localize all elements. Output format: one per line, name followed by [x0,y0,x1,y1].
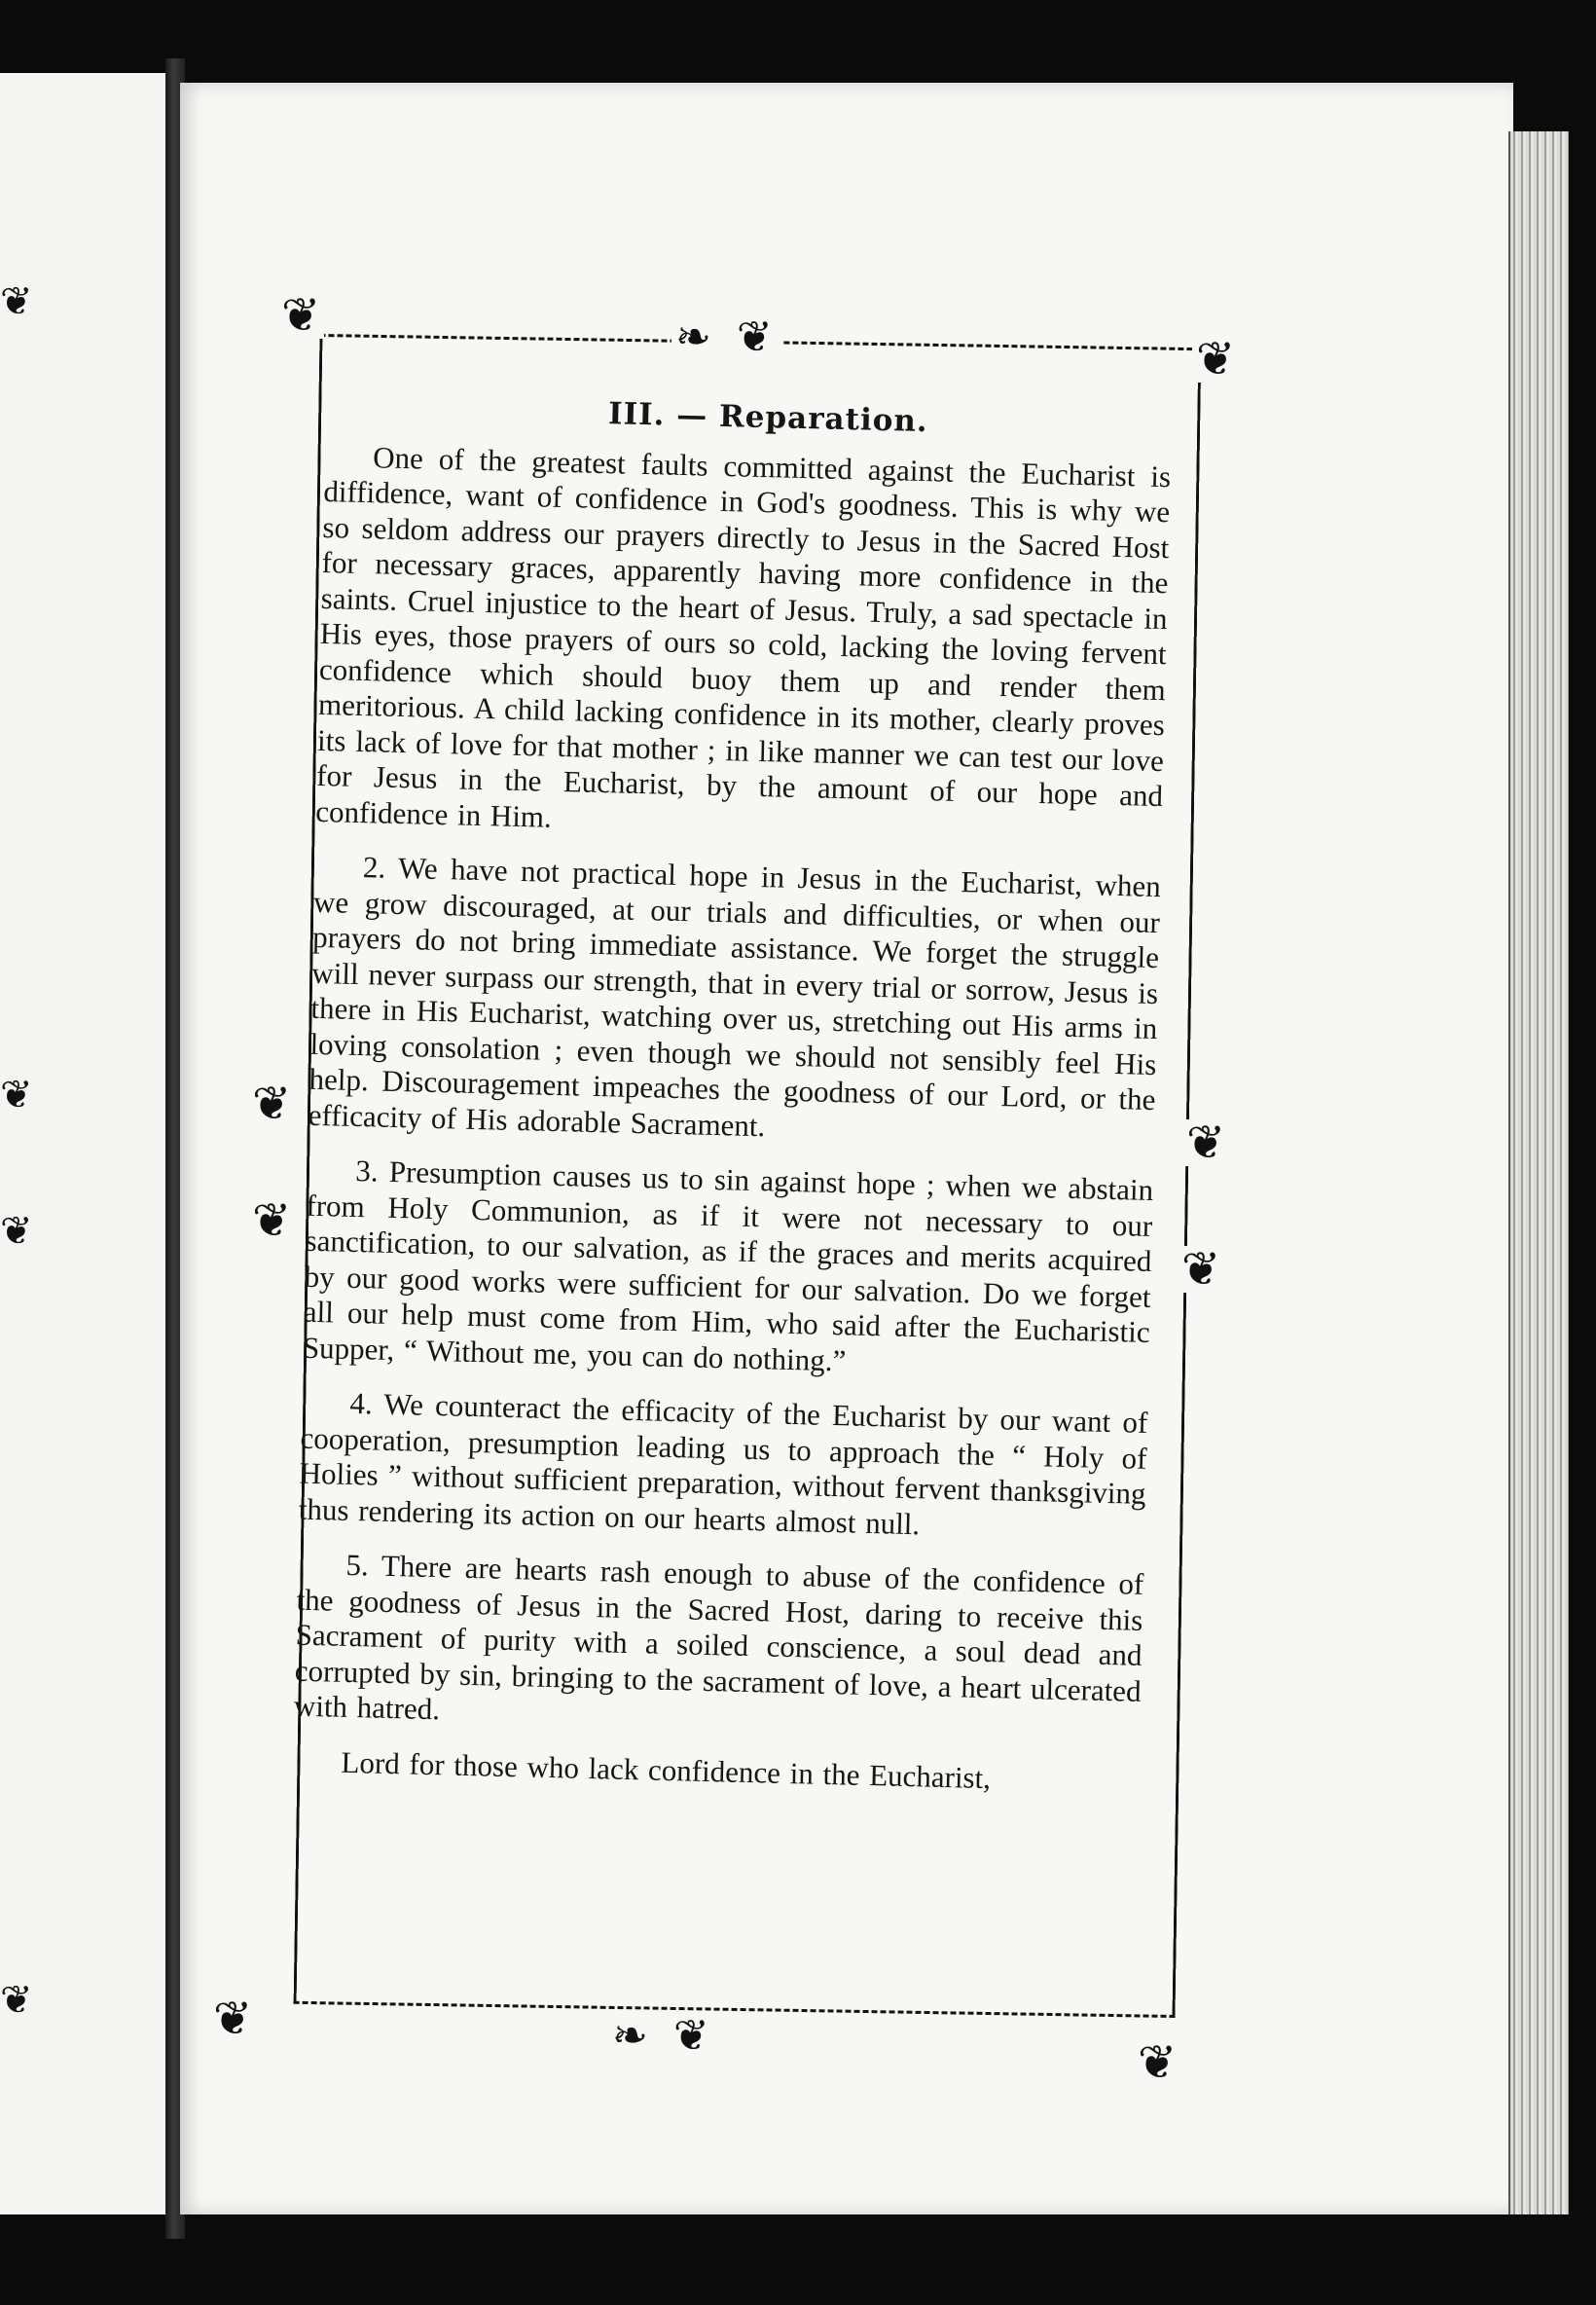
vine-leaf-ornament-icon: ❦ [0,1209,33,1254]
vine-leaf-ornament-icon: ❦ [1134,2039,1180,2086]
vine-leaf-ornament-icon: ❦ [0,279,33,324]
vine-leaf-ornament-icon: ❧ ❦ [671,316,782,359]
vine-leaf-ornament-icon: ❧ ❦ [608,2015,719,2058]
paragraph-5: 5. There are hearts rash enough to abuse of the confidence of the goodness of Jesus in the Sacred Host, daring to receive this Sacrament of purity with a soiled conscience, a soul dead and corrupted by sin, bringing to the sacrament of love, a heart ulcerated with hatred. [293,1547,1144,1727]
vine-leaf-ornament-icon: ❦ [277,292,324,339]
vine-leaf-ornament-icon: ❦ [1192,336,1239,383]
vine-leaf-ornament-icon: ❦ [248,1197,295,1244]
paragraph-4: 4. We counteract the efficacity of the Eucharist by our want of cooperation, presumption leading us to approach the “ Holy of Holies ” without sufficient preparation, without fervent thanksgiving thus rendering its action on our hearts almost null. [298,1385,1148,1541]
page-text-block [292,389,1173,1800]
paragraph-3: 3. Presumption causes us to sin against hope ; when we abstain from Holy Communion, as if it were not necessary to our sanctification, to our salvation, as if the graces and merits acquired by our good works were sufficient for our salvation. Do we forget all our help must come from Him, who said after the Eucharistic Supper, “ Without me, you can do nothing.” [302,1152,1154,1377]
paragraph-2: 2. We have not practical hope in Jesus in the Eucharist, when we grow discouraged, at our trials and difficulties, or when our prayers do not bring immediate assistance. We forget the struggle will never surpass our strength, that in every trial or sorrow, Jesus is there in His Eucharist, watching over us, stretching out His arms in loving consolation ; even though we should not sensibly feel His help. Discouragement impeaches the goodness of our Lord, or the efficacity of His adorable Sacrament. [308,850,1162,1143]
section-heading: III. — Reparation. [607,396,929,440]
vine-leaf-ornament-icon: ❦ [0,1073,33,1117]
paragraph-1: One of the greatest faults committed against the Eucharist is diffidence, want of confidence in God's goodness. This is why we so seldom address our prayers directly to Jesus in the Sacred Host for necessary graces, apparently having more confidence in the saints. Cruel injustice to the heart of Jesus. Truly, a sad spectacle in His eyes, those prayers of ours so cold, lacking the loving fervent confidence which should buoy them up and render them meritorious. A child lacking confidence in its mother, clearly proves its lack of love for that mother ; in like manner we can test our love for Jesus in the Eucharist, by the amount of our hope and confidence in Him. [314,439,1172,834]
page-edges [1508,131,1569,2214]
vine-leaf-ornament-icon: ❦ [1182,1119,1229,1166]
paragraph-6: Lord for those who lack confidence in the Eucharist, [341,1744,992,1795]
vine-leaf-ornament-icon: ❦ [248,1080,295,1127]
vine-leaf-ornament-icon: ❦ [209,1995,256,2042]
left-page-edge [0,73,168,2214]
vine-leaf-ornament-icon: ❦ [0,1978,33,2023]
vine-leaf-ornament-icon: ❦ [1178,1246,1224,1293]
